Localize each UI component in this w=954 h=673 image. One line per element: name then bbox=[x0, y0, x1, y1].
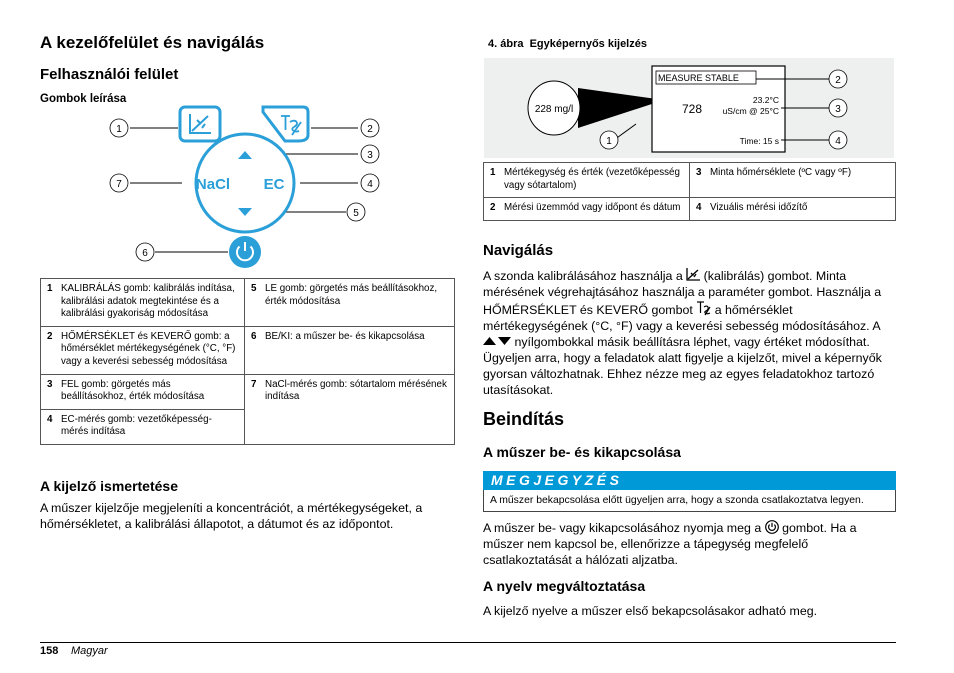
table-cell: 4 EC-mérés gomb: vezetőképesség-mérés indítása bbox=[41, 409, 245, 444]
callout-4 bbox=[829, 131, 847, 149]
paragraph-power-on-off: A műszer be- vagy kikapcsolásához nyomja meg a gombot. Ha a műszer nem kapcsol be, ellenőrizze a tápegység megfelelő csatlakoztatását a hálózati aljzatba. bbox=[483, 521, 857, 567]
heading-display-description: A kijelző ismertetése bbox=[40, 478, 178, 494]
table-cell: 3 FEL gomb: görgetés más beállításokhoz, érték módosítása bbox=[41, 374, 245, 409]
nacl-button[interactable]: NaCl bbox=[195, 176, 231, 193]
table-cell: 2 HŐMÉRSÉKLET és KEVERŐ gomb: a hőmérséklet mértékegységének (°C, °F) vagy a keverési sebesség módosítása bbox=[41, 326, 245, 374]
svg-text:228 mg/l: 228 mg/l bbox=[534, 104, 574, 115]
page-number: 158 bbox=[40, 645, 59, 657]
temperature-stir-button[interactable] bbox=[263, 107, 308, 141]
single-screen-display-figure bbox=[484, 58, 894, 158]
table-cell: 7 NaCl-mérés gomb: sótartalom mérésének indítása bbox=[245, 374, 455, 444]
footer-rule bbox=[40, 642, 896, 643]
note-box bbox=[483, 471, 896, 512]
callout-5 bbox=[347, 203, 365, 221]
callout-1 bbox=[600, 131, 618, 149]
timer-text: Time: 15 s bbox=[739, 136, 779, 146]
button-description-table bbox=[40, 278, 455, 445]
figure-caption: 4. ábra Egyképernyős kijelzés bbox=[488, 38, 647, 50]
table-cell: 1 KALIBRÁLÁS gomb: kalibrálás indítása, kalibrálási adatok megtekintése és a kalibrálási gyakoriság módosítása bbox=[41, 279, 245, 327]
table-cell: 1 Mértékegység és érték (vezetőképesség vagy sótartalom) bbox=[484, 163, 690, 198]
measured-value: 728 bbox=[682, 102, 703, 116]
calibration-icon bbox=[686, 268, 700, 281]
table-cell: 4 Vizuális mérési időzítő bbox=[690, 198, 896, 221]
svg-text:2: 2 bbox=[367, 124, 373, 135]
heading-navigation: Navigálás bbox=[483, 242, 554, 259]
svg-text:5: 5 bbox=[353, 208, 359, 219]
note-text: A műszer bekapcsolása előtt ügyeljen arra, hogy a szonda csatlakoztatva legyen. bbox=[483, 490, 896, 512]
heading-language: A nyelv megváltoztatása bbox=[483, 578, 646, 594]
conductivity-unit-text: uS/cm @ 25°C bbox=[722, 106, 779, 116]
paragraph-navigation: A szonda kalibrálásához használja a (kalibrálás) gombot. Minta mérésének végrehajtásához használja a paraméter gombot. Használja a HŐMÉRSÉKLET és KEVERŐ gombot a hőmérséklet mértékegységének (°C, °F) vagy a keverési sebesség módosításához. A nyílgombokkal másik beállításra léphet, vagy értéket módosíthat. Ügyeljen arra, hogy a feladatok alatt figyelje a kijelzőt, mivel a képernyők gyorsan változhatnak. Ehhez nézze meg az egyes feladatokhoz tartozó utasításokat. bbox=[483, 269, 882, 397]
keypad-figure bbox=[100, 100, 400, 275]
svg-text:3: 3 bbox=[367, 150, 373, 161]
temperature-stir-icon bbox=[696, 300, 711, 316]
svg-text:1: 1 bbox=[116, 124, 122, 135]
heading-power-on-off: A műszer be- és kikapcsolása bbox=[483, 444, 681, 460]
callout-7 bbox=[110, 174, 128, 192]
table-cell: 3 Minta hőmérséklete (ºC vagy ºF) bbox=[690, 163, 896, 198]
ec-button[interactable]: EC bbox=[263, 176, 285, 193]
table-cell: 6 BE/KI: a műszer be- és kikapcsolása bbox=[245, 326, 455, 374]
footer-language: Magyar bbox=[71, 645, 108, 657]
svg-text:2: 2 bbox=[835, 75, 841, 86]
heading-button-description: Gombok leírása bbox=[40, 93, 127, 105]
section-title-interface: A kezelőfelület és navigálás bbox=[40, 33, 265, 52]
svg-text:6: 6 bbox=[142, 248, 148, 259]
power-button[interactable] bbox=[229, 236, 261, 268]
up-arrow-icon bbox=[483, 336, 496, 346]
svg-text:4: 4 bbox=[367, 179, 373, 190]
callout-1 bbox=[110, 119, 128, 137]
table-cell: 2 Mérési üzemmód vagy időpont és dátum bbox=[484, 198, 690, 221]
table-cell: 5 LE gomb: görgetés más beállításokhoz, érték módosítása bbox=[245, 279, 455, 327]
callout-2 bbox=[829, 70, 847, 88]
note-heading: MEGJEGYZÉS bbox=[483, 471, 896, 490]
down-arrow-icon bbox=[498, 336, 511, 346]
calibration-button[interactable] bbox=[180, 107, 220, 141]
svg-text:1: 1 bbox=[606, 136, 612, 147]
callout-2 bbox=[361, 119, 379, 137]
callout-4 bbox=[361, 174, 379, 192]
paragraph-display-description: A műszer kijelzője megjeleníti a koncentrációt, a mértékegységeket, a hőmérsékletet, a kalibrálási állapotot, a dátumot és az időpontot. bbox=[40, 501, 423, 531]
callout-3 bbox=[829, 99, 847, 117]
power-icon bbox=[765, 520, 779, 534]
callout-3 bbox=[361, 145, 379, 163]
heading-startup: Beindítás bbox=[483, 409, 565, 429]
subsection-title-user-interface: Felhasználói felület bbox=[40, 66, 179, 83]
paragraph-language: A kijelző nyelve a műszer első bekapcsolásakor adható meg. bbox=[483, 604, 818, 618]
svg-text:7: 7 bbox=[116, 179, 122, 190]
temperature-text: 23.2°C bbox=[752, 95, 779, 105]
status-text: MEASURE STABLE bbox=[658, 73, 739, 83]
display-description-table bbox=[483, 162, 896, 221]
svg-text:3: 3 bbox=[835, 104, 841, 115]
unit-value-bubble bbox=[528, 81, 580, 135]
callout-6 bbox=[136, 243, 154, 261]
svg-text:4: 4 bbox=[835, 136, 841, 147]
